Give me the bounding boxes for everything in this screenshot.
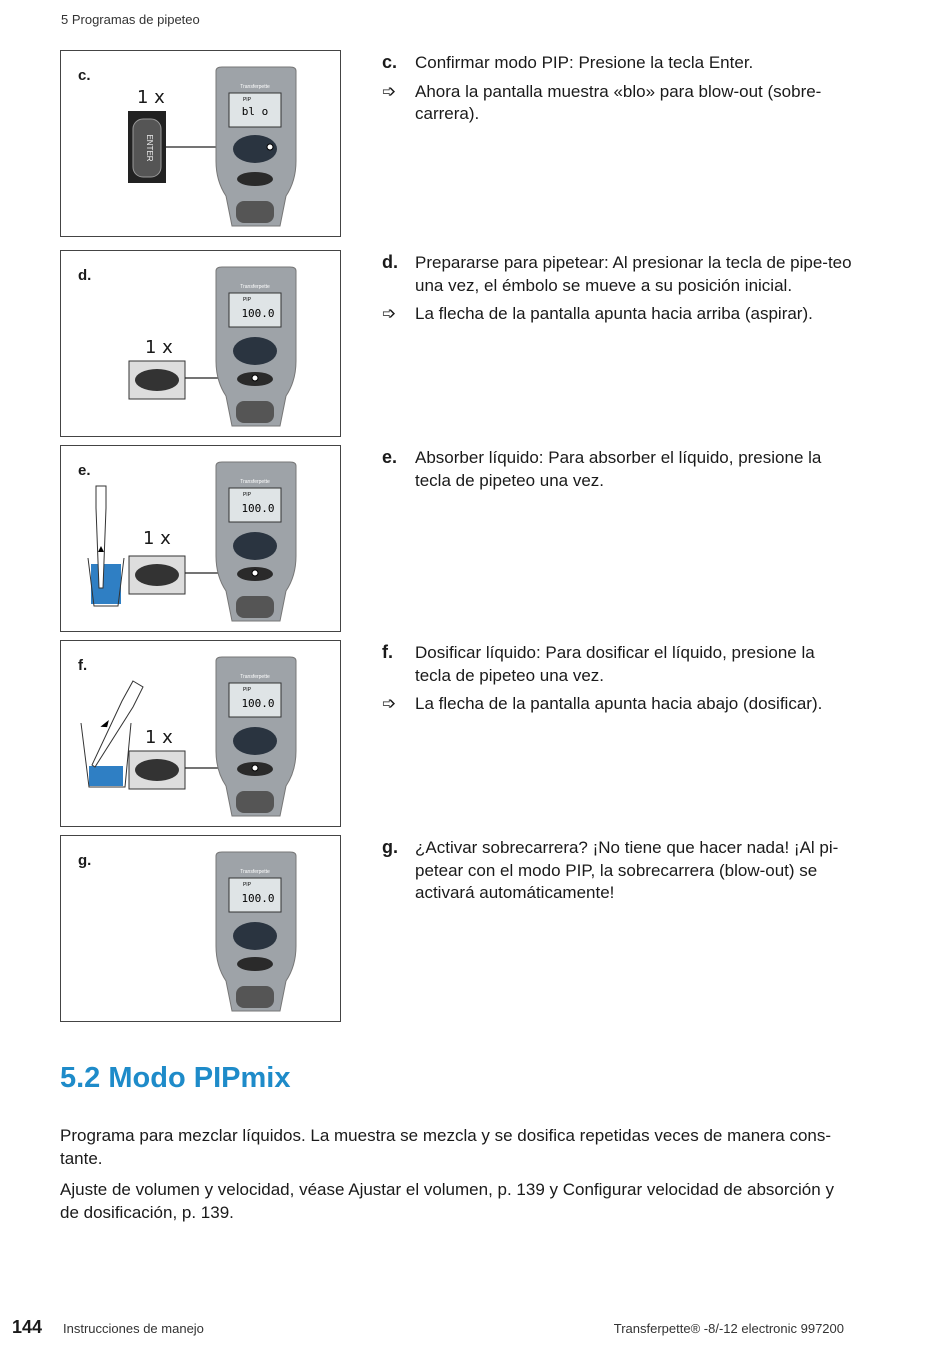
result-arrow-icon: ➩ — [382, 81, 397, 101]
result-arrow-icon: ➩ — [382, 694, 397, 713]
section-paragraph-1: Programa para mezclar líquidos. La muestra se mezcla y se dosifica repetidas veces de manera cons-tante. — [60, 1126, 832, 1168]
pipette-illustration — [61, 51, 342, 238]
enter-label: ENTER — [145, 134, 154, 162]
figure-step-f — [60, 640, 341, 827]
pipette-illustration — [61, 251, 342, 438]
press-count: 1 x — [145, 337, 173, 358]
device-brand: Transferpette — [240, 479, 270, 485]
step-result: La flecha de la pantalla apunta hacia arriba (aspirar). — [415, 304, 813, 323]
lcd-readout: 100.0 — [241, 307, 275, 320]
device-brand: Transferpette — [240, 84, 270, 90]
step-instruction: Prepararse para pipetear: Al presionar la tecla de pipe-teo una vez, el émbolo se mueve a su posición inicial. — [415, 253, 852, 295]
step-e-text — [382, 447, 852, 498]
lcd-readout: bl o — [241, 105, 269, 118]
lcd-mode: PIP — [242, 882, 252, 888]
step-mark: d. — [382, 252, 398, 272]
lcd-mode: PIP — [242, 297, 252, 303]
footer-product: Transferpette® -8/-12 electronic 997200 — [613, 1321, 844, 1336]
pipette-illustration — [61, 446, 342, 633]
result-arrow-icon: ➩ — [382, 304, 397, 323]
step-instruction: ¿Activar sobrecarrera? ¡No tiene que hacer nada! ¡Al pi-petear con el modo PIP, la sobrecarrera (blow-out) se activará automáticamente! — [415, 838, 839, 902]
footer-doc-title: Instrucciones de manejo — [63, 1321, 204, 1336]
device-brand: Transferpette — [240, 284, 270, 290]
section-heading: 5.2 Modo PIPmix — [60, 1062, 291, 1094]
device-brand: Transferpette — [240, 674, 270, 680]
step-c-text — [382, 52, 852, 132]
press-count: 1 x — [145, 727, 173, 748]
press-count: 1 x — [143, 528, 171, 549]
step-result: Ahora la pantalla muestra «blo» para blow-out (sobre-carrera). — [415, 81, 822, 123]
step-mark: f. — [382, 642, 393, 662]
press-count: 1 x — [137, 87, 165, 108]
device-brand: Transferpette — [240, 869, 270, 875]
figure-letter: c. — [78, 67, 91, 84]
step-instruction: Confirmar modo PIP: Presione la tecla Enter. — [415, 53, 754, 72]
figure-letter: g. — [78, 852, 92, 869]
lcd-readout: 100.0 — [241, 697, 275, 710]
step-f-text — [382, 642, 852, 722]
section-paragraph-2: Ajuste de volumen y velocidad, véase Ajustar el volumen, p. 139 y Configurar velocidad de absorción y de dosificación, p. 139. — [60, 1180, 834, 1222]
step-g-text — [382, 837, 852, 911]
figure-letter: d. — [78, 267, 92, 284]
step-result: La flecha de la pantalla apunta hacia abajo (dosificar). — [415, 694, 823, 713]
step-instruction: Absorber líquido: Para absorber el líquido, presione la tecla de pipeteo una vez. — [415, 448, 822, 490]
step-mark: g. — [382, 837, 398, 857]
figure-step-g — [60, 835, 341, 1022]
page-number: 144 — [12, 1317, 43, 1337]
lcd-mode: PIP — [242, 687, 252, 693]
step-instruction: Dosificar líquido: Para dosificar el líquido, presione la tecla de pipeteo una vez. — [415, 643, 815, 685]
lcd-readout: 100.0 — [241, 502, 275, 515]
step-d-text — [382, 252, 852, 332]
lcd-mode: PIP — [242, 492, 252, 498]
lcd-mode: PIP — [242, 97, 252, 103]
step-mark: e. — [382, 447, 398, 467]
pipette-illustration — [61, 641, 342, 828]
figure-letter: f. — [78, 657, 88, 674]
lcd-readout: 100.0 — [241, 892, 275, 905]
figure-step-e — [60, 445, 341, 632]
step-mark: c. — [382, 52, 398, 72]
figure-step-d — [60, 250, 341, 437]
figure-letter: e. — [78, 462, 91, 479]
figure-step-c — [60, 50, 341, 237]
running-header: 5 Programas de pipeteo — [61, 12, 200, 27]
pipette-illustration — [61, 836, 342, 1023]
